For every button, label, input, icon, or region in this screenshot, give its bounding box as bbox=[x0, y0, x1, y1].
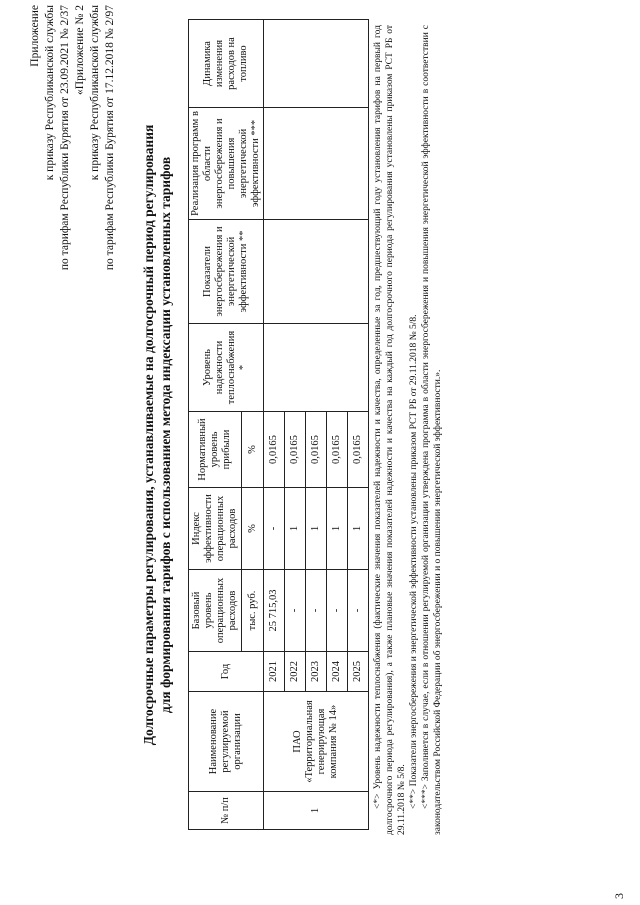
unit-profit-level: % bbox=[242, 412, 264, 488]
appendix-header bbox=[28, 5, 118, 385]
header-base-opex: Базовый уровень операционных расходов bbox=[189, 570, 242, 652]
header-energy-indicators: Показатели энергосбережения и энергетической эффективности ** bbox=[189, 220, 264, 324]
year-cell: 2023 bbox=[306, 652, 327, 692]
header-year: Год bbox=[189, 652, 264, 692]
profit-level-cell: 0,0165 bbox=[327, 412, 348, 488]
header-profit-level: Нормативный уровень прибыли bbox=[189, 412, 242, 488]
unit-efficiency-index: % bbox=[242, 488, 264, 570]
organization-name: ПАО «Территориальная генерирующая компания № 14» bbox=[264, 692, 369, 792]
document-title bbox=[140, 45, 174, 825]
energy-programs-cell bbox=[264, 108, 369, 220]
footnote-reliability: <*> Уровень надежности теплоснабжения (фактические значения показателей надежности и качества, определенные за год, предшествующий году установления тарифов на первый год долгосрочного периода регулирования), а также плановые значения показателей надежности и качества на каждый год долгосрочного периода регулирования установлены приказом РСТ РБ от 29.11.2018 № 5/8. bbox=[373, 25, 407, 835]
profit-level-cell: 0,0165 bbox=[306, 412, 327, 488]
appendix-line: по тарифам Республики Бурятия от 23.09.2021 № 2/37 bbox=[59, 5, 71, 271]
profit-level-cell: 0,0165 bbox=[348, 412, 369, 488]
base-opex-cell: - bbox=[348, 570, 369, 652]
efficiency-index-cell: 1 bbox=[327, 488, 348, 570]
header-reliability: Уровень надежности теплоснабжения * bbox=[189, 324, 264, 412]
table-row bbox=[264, 20, 285, 830]
header-efficiency-index: Индекс эффективности операционных расходов bbox=[189, 488, 242, 570]
profit-level-cell: 0,0165 bbox=[264, 412, 285, 488]
appendix-line: Приложение bbox=[29, 5, 41, 67]
base-opex-cell: - bbox=[327, 570, 348, 652]
footnote-energy-programs: <***> Заполняется в случае, если в отношении регулируемой организации утверждена программа в области энергосбережения и повышения энергетической эффективности в соответствии с законодательством Российской Федерации об энергосбережении и о повышении энергетической эффективности.». bbox=[421, 25, 443, 835]
header-organization: Наименование регулируемой организации bbox=[189, 692, 264, 792]
footnotes bbox=[372, 25, 444, 835]
title-line: Долгосрочные параметры регулирования, устанавливаемые на долгосрочный период регулирования bbox=[141, 124, 156, 746]
base-opex-cell: 25 715,03 bbox=[264, 570, 285, 652]
appendix-line: к приказу Республиканской службы bbox=[89, 5, 101, 181]
header-energy-programs: Реализация программ в области энергосбережения и повышения энергетической эффективности *** bbox=[189, 108, 264, 220]
efficiency-index-cell: 1 bbox=[306, 488, 327, 570]
parameters-table bbox=[188, 19, 369, 830]
reliability-cell bbox=[264, 324, 369, 412]
efficiency-index-cell: 1 bbox=[285, 488, 306, 570]
unit-base-opex: тыс. руб. bbox=[242, 570, 264, 652]
appendix-line: по тарифам Республики Бурятия от 17.12.2018 № 2/97 bbox=[104, 5, 116, 271]
efficiency-index-cell: 1 bbox=[348, 488, 369, 570]
appendix-line: к приказу Республиканской службы bbox=[44, 5, 56, 181]
year-cell: 2021 bbox=[264, 652, 285, 692]
footnote-energy-indicators: <**> Показатели энергосбережения и энергетической эффективности установлены приказом РСТ РБ от 29.11.2018 № 5/8. bbox=[409, 314, 419, 809]
base-opex-cell: - bbox=[285, 570, 306, 652]
energy-indicators-cell bbox=[264, 220, 369, 324]
appendix-line: «Приложение № 2 bbox=[74, 5, 86, 95]
fuel-dynamics-cell bbox=[264, 20, 369, 108]
year-cell: 2024 bbox=[327, 652, 348, 692]
efficiency-index-cell: - bbox=[264, 488, 285, 570]
year-cell: 2022 bbox=[285, 652, 306, 692]
row-number: 1 bbox=[264, 792, 369, 830]
header-fuel-dynamics: Динамика изменения расходов на топливо bbox=[189, 20, 264, 108]
base-opex-cell: - bbox=[306, 570, 327, 652]
title-line: для формирования тарифов с использованием метода индексации установленных тарифов bbox=[158, 156, 173, 714]
page-number: 3 bbox=[612, 893, 626, 899]
year-cell: 2025 bbox=[348, 652, 369, 692]
profit-level-cell: 0,0165 bbox=[285, 412, 306, 488]
header-number: № п/п bbox=[189, 792, 264, 830]
